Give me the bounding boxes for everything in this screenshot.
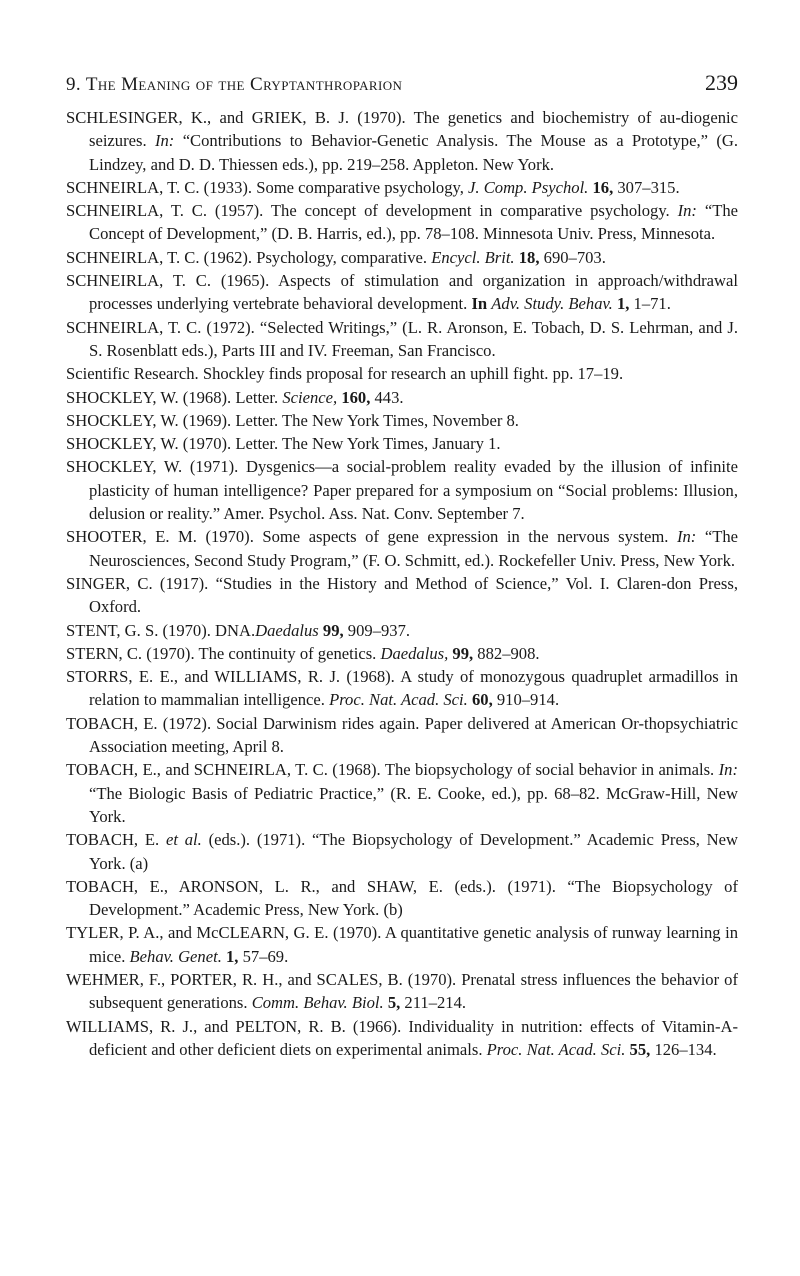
- reference-entry: SHOCKLEY, W. (1968). Letter. Science, 160, 443.: [66, 387, 404, 407]
- reference-entry: SCHNEIRLA, T. C. (1962). Psychology, comparative. Encycl. Brit. 18, 690–703.: [66, 247, 606, 267]
- reference-entry: TOBACH, E., ARONSON, L. R., and SHAW, E. (eds.). (1971). “The Biopsychology of Development.” Academic Press, New York. (b): [66, 876, 738, 920]
- reference-entry: SCHNEIRLA, T. C. (1957). The concept of development in comparative psychology. In: “The Concept of Development,” (D. B. Harris, ed.), pp. 78–108. Minnesota Univ. Press, Minnesota.: [66, 201, 738, 244]
- reference-list: [66, 106, 738, 1061]
- reference-entry: WEHMER, F., PORTER, R. H., and SCALES, B. (1970). Prenatal stress influences the behavior of subsequent generations. Comm. Behav. Biol. 5, 211–214.: [66, 969, 738, 1013]
- page-number: 239: [705, 70, 738, 95]
- reference-entry: SHOCKLEY, W. (1970). Letter. The New York Times, January 1.: [66, 434, 501, 454]
- running-head: 9. The Meaning of the Cryptanthroparion: [66, 74, 403, 95]
- reference-entry: STERN, C. (1970). The continuity of genetics. Daedalus, 99, 882–908.: [66, 643, 540, 663]
- page-header: [66, 70, 738, 104]
- reference-entry: SHOCKLEY, W. (1969). Letter. The New York Times, November 8.: [66, 410, 519, 430]
- reference-entry: STORRS, E. E., and WILLIAMS, R. J. (1968). A study of monozygous quadruplet armadillos in relation to mammalian intelligence. Proc. Nat. Acad. Sci. 60, 910–914.: [66, 667, 738, 710]
- reference-entry: WILLIAMS, R. J., and PELTON, R. B. (1966). Individuality in nutrition: effects of Vitamin-A-deficient and other deficient diets on experimental animals. Proc. Nat. Acad. Sci. 55, 126–134.: [66, 1016, 738, 1059]
- reference-entry: SCHNEIRLA, T. C. (1965). Aspects of stimulation and organization in approach/withdrawal processes underlying vertebrate behavioral development. In Adv. Study. Behav. 1, 1–71.: [66, 271, 738, 314]
- reference-entry: SINGER, C. (1917). “Studies in the History and Method of Science,” Vol. I. Claren-don Press, Oxford.: [66, 573, 738, 617]
- reference-entry: TYLER, P. A., and McCLEARN, G. E. (1970). A quantitative genetic analysis of runway learning in mice. Behav. Genet. 1, 57–69.: [66, 923, 738, 966]
- reference-entry: TOBACH, E., and SCHNEIRLA, T. C. (1968). The biopsychology of social behavior in animals. In: “The Biologic Basis of Pediatric Practice,” (R. E. Cooke, ed.), pp. 68–82. McGraw-Hill, New York.: [66, 760, 738, 826]
- reference-entry: SCHLESINGER, K., and GRIEK, B. J. (1970). The genetics and biochemistry of au-diogenic seizures. In: “Contributions to Behavior-Genetic Analysis. The Mouse as a Prototype,” (G. Lindzey, and D. D. Thiessen eds.), pp. 219–258. Appleton. New York.: [66, 108, 738, 174]
- reference-entry: SHOOTER, E. M. (1970). Some aspects of gene expression in the nervous system. In: “The Neurosciences, Second Study Program,” (F. O. Schmitt, ed.). Rockefeller Univ. Press, New York.: [66, 527, 739, 570]
- reference-entry: SCHNEIRLA, T. C. (1972). “Selected Writings,” (L. R. Aronson, E. Tobach, D. S. Lehrman, and J. S. Rosenblatt eds.), Parts III and IV. Freeman, San Francisco.: [66, 317, 738, 360]
- reference-entry: TOBACH, E. et al. (eds.). (1971). “The Biopsychology of Development.” Academic Press, New York. (a): [66, 830, 738, 873]
- reference-entry: SCHNEIRLA, T. C. (1933). Some comparative psychology, J. Comp. Psychol. 16, 307–315.: [66, 177, 680, 197]
- reference-entry: TOBACH, E. (1972). Social Darwinism rides again. Paper delivered at American Or-thopsychiatric Association meeting, April 8.: [66, 713, 738, 757]
- reference-entry: SHOCKLEY, W. (1971). Dysgenics—a social-problem reality evaded by the illusion of infinite plasticity of human intelligence? Paper prepared for a symposium on “Social problems: Illusion, delusion or reality.” Amer. Psychol. Ass. Nat. Conv. September 7.: [66, 457, 738, 524]
- reference-entry: Scientific Research. Shockley finds proposal for research an uphill fight. pp. 17–19.: [66, 364, 624, 384]
- reference-entry: STENT, G. S. (1970). DNA.Daedalus 99, 909–937.: [66, 620, 411, 640]
